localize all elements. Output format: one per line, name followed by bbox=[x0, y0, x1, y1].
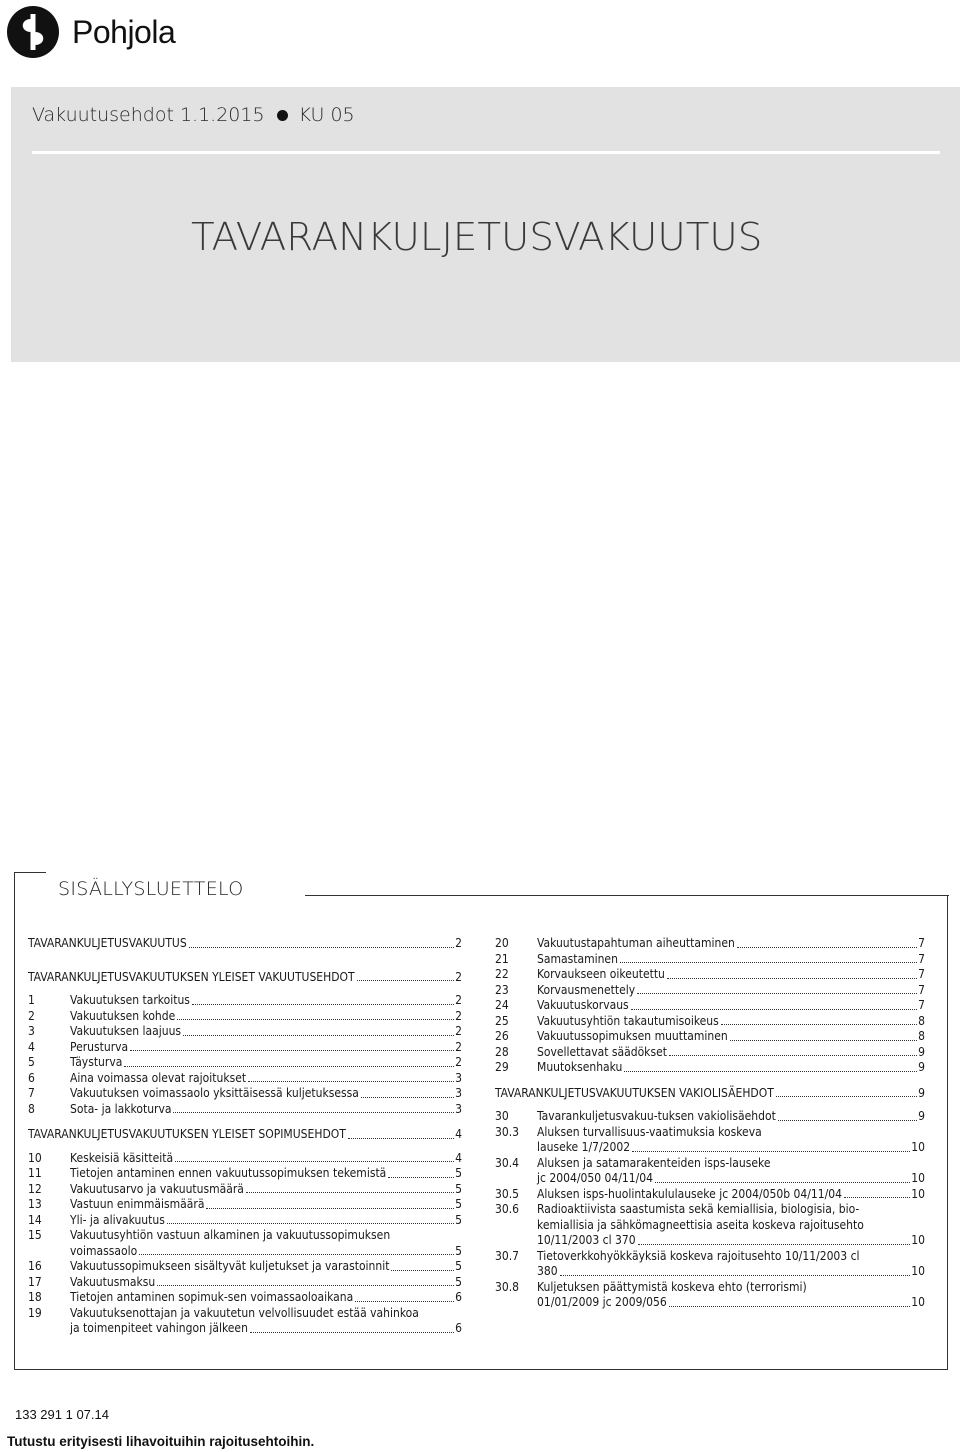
toc-entry-link[interactable] bbox=[495, 983, 925, 999]
terms-date: Vakuutusehdot 1.1.2015 bbox=[32, 104, 265, 126]
toc-entry-link[interactable] bbox=[28, 1040, 462, 1056]
toc-page-number: 10 bbox=[911, 1186, 925, 1201]
toc-entry-number: 7 bbox=[28, 1086, 35, 1100]
toc-entry-label: Tietojen antaminen ennen vakuutussopimuksen tekemistä bbox=[70, 1166, 387, 1180]
toc-page-number: 8 bbox=[918, 1013, 925, 1028]
toc-entry-body bbox=[70, 1306, 462, 1337]
toc-dot-leader bbox=[361, 1097, 454, 1098]
toc-dot-leader bbox=[357, 980, 454, 981]
toc-entry-link[interactable] bbox=[495, 936, 925, 952]
toc-dot-leader bbox=[737, 947, 917, 948]
toc-entry-body bbox=[70, 1166, 462, 1182]
toc-entry-link[interactable] bbox=[495, 1109, 925, 1125]
toc-dot-leader bbox=[669, 1306, 911, 1307]
toc-entry-number: 13 bbox=[28, 1197, 42, 1211]
toc-entry-body bbox=[495, 1086, 925, 1102]
toc-entry-label: Vakuutussopimuksen muuttaminen bbox=[537, 1029, 728, 1043]
toc-entry-body bbox=[537, 1156, 925, 1187]
toc-page-number: 7 bbox=[918, 951, 925, 966]
toc-entry-number: 5 bbox=[28, 1055, 35, 1069]
toc-entry-label: Radioaktiivista saastumista sekä kemiallisia, biologisia, bio- bbox=[537, 1202, 860, 1216]
toc-entry-label: Vakuutusyhtiön takautumisoikeus bbox=[537, 1013, 719, 1028]
toc-entry-link[interactable] bbox=[495, 1249, 925, 1280]
toc-entry-label: Vakuutusarvo ja vakuutusmäärä bbox=[70, 1181, 244, 1196]
toc-entry-body bbox=[537, 1060, 925, 1076]
brand-logo bbox=[6, 5, 175, 59]
toc-entry-link[interactable] bbox=[28, 1182, 462, 1198]
toc-entry-number: 30.4 bbox=[495, 1155, 520, 1170]
toc-dot-leader bbox=[189, 947, 454, 948]
toc-page-number: 5 bbox=[455, 1274, 462, 1289]
toc-entry-body bbox=[537, 1202, 925, 1249]
toc-frame-left-stub bbox=[14, 872, 15, 896]
toc-entry-link[interactable] bbox=[28, 1306, 462, 1337]
toc-entry-number: 22 bbox=[495, 967, 509, 981]
toc-entry-number: 19 bbox=[28, 1305, 42, 1320]
title-banner bbox=[11, 87, 960, 362]
toc-dot-leader bbox=[348, 1138, 454, 1139]
toc-entry-line bbox=[537, 1295, 925, 1311]
toc-entry-label: Samastaminen bbox=[537, 951, 618, 966]
toc-dot-leader bbox=[173, 1112, 454, 1113]
toc-entry-link[interactable] bbox=[28, 1086, 462, 1102]
toc-entry-body bbox=[70, 1290, 462, 1306]
toc-entry-label: Tavarankuljetusvakuu-tuksen vakiolisäehdot bbox=[537, 1109, 776, 1123]
toc-entry-label: Vakuutuksenottajan ja vakuutetun velvollisuudet estää vahinkoa bbox=[70, 1305, 419, 1320]
toc-entry-label: kemiallisia ja sähkömagneettisia aseita koskeva rajoitusehto bbox=[537, 1217, 864, 1232]
toc-entry-label: Vakuutuskorvaus bbox=[537, 998, 629, 1012]
toc-entry-body bbox=[537, 952, 925, 968]
toc-dot-leader bbox=[248, 1081, 454, 1082]
toc-entry-number: 3 bbox=[28, 1024, 35, 1038]
toc-page-number: 2 bbox=[455, 936, 462, 950]
toc-entry-label: Aluksen ja satamarakenteiden isps-lauseke bbox=[537, 1155, 771, 1170]
toc-entry-link[interactable] bbox=[28, 1151, 462, 1167]
toc-page-number: 3 bbox=[455, 1070, 462, 1085]
toc-entry-label: ja toimenpiteet vahingon jälkeen bbox=[70, 1321, 248, 1335]
toc-entry-number: 30.3 bbox=[495, 1124, 520, 1139]
toc-entry-body bbox=[70, 1071, 462, 1087]
toc-spacer bbox=[28, 960, 462, 970]
toc-dot-leader bbox=[355, 1301, 454, 1302]
banner-divider bbox=[32, 151, 940, 154]
toc-entry-link[interactable] bbox=[28, 993, 462, 1009]
pohjola-logo-icon bbox=[6, 5, 60, 59]
toc-page-number: 10 bbox=[911, 1295, 925, 1309]
toc-entry-number: 24 bbox=[495, 998, 509, 1012]
toc-entry-number: 1 bbox=[28, 993, 35, 1007]
toc-entry-label: Kuljetuksen päättymistä koskeva ehto (terrorismi) bbox=[537, 1279, 807, 1294]
toc-entry-label: 380 bbox=[537, 1264, 558, 1278]
toc-page-number: 5 bbox=[455, 1212, 462, 1227]
toc-page-number: 2 bbox=[455, 1055, 462, 1069]
toc-page-number: 8 bbox=[918, 1029, 925, 1043]
toc-entry-label: Vakuutuksen kohde bbox=[70, 1008, 176, 1023]
toc-page-number: 6 bbox=[455, 1290, 462, 1304]
document-title: TAVARANKULJETUSVAKUUTUS bbox=[191, 215, 763, 259]
toc-entry-label: Täysturva bbox=[70, 1055, 123, 1069]
toc-spacer bbox=[28, 1143, 462, 1151]
toc-entry-body bbox=[70, 1213, 462, 1229]
toc-entry-link[interactable] bbox=[28, 1055, 462, 1071]
toc-entry-link[interactable] bbox=[28, 1102, 462, 1118]
toc-entry-label: TAVARANKULJETUSVAKUUTUKSEN YLEISET SOPIMUSEHDOT bbox=[28, 1127, 346, 1141]
toc-entry-body bbox=[537, 1125, 925, 1156]
toc-entry-body bbox=[537, 1280, 925, 1311]
toc-entry-number: 4 bbox=[28, 1039, 35, 1054]
toc-entry-link[interactable] bbox=[495, 998, 925, 1014]
toc-entry-body bbox=[70, 1040, 462, 1056]
toc-dot-leader bbox=[183, 1035, 454, 1036]
toc-page-number: 9 bbox=[918, 1109, 925, 1123]
toc-section-link[interactable] bbox=[28, 1127, 462, 1143]
toc-entry-link[interactable] bbox=[28, 1275, 462, 1291]
toc-page-number: 4 bbox=[455, 1150, 462, 1165]
terms-code: KU 05 bbox=[298, 104, 355, 126]
toc-entry-number: 30.7 bbox=[495, 1248, 520, 1263]
toc-dot-leader bbox=[844, 1197, 910, 1198]
toc-dot-leader bbox=[388, 1177, 454, 1178]
toc-entry-label: Aluksen isps-huolintakululauseke jc 2004/050b 04/11/04 bbox=[537, 1186, 843, 1201]
toc-entry-body bbox=[537, 1029, 925, 1045]
toc-entry-body bbox=[70, 1151, 462, 1167]
toc-entry-line bbox=[537, 1171, 925, 1187]
toc-dot-leader bbox=[776, 1096, 917, 1097]
toc-page-number: 5 bbox=[455, 1243, 462, 1258]
toc-entry-label: 01/01/2009 jc 2009/056 bbox=[537, 1295, 667, 1309]
toc-entry-body bbox=[70, 993, 462, 1009]
toc-entry-line bbox=[537, 1264, 925, 1280]
toc-page-number: 2 bbox=[455, 1039, 462, 1054]
toc-entry-link[interactable] bbox=[28, 1213, 462, 1229]
toc-entry-body bbox=[537, 983, 925, 999]
toc-entry-body bbox=[70, 1102, 462, 1118]
toc-dot-leader bbox=[631, 1009, 917, 1010]
toc-dot-leader bbox=[175, 1161, 454, 1162]
toc-page-number: 5 bbox=[455, 1259, 462, 1273]
toc-entry-body bbox=[537, 936, 925, 952]
toc-entry-body bbox=[70, 1009, 462, 1025]
toc-entry-link[interactable] bbox=[28, 1071, 462, 1087]
toc-entry-number: 11 bbox=[28, 1166, 42, 1180]
toc-dot-leader bbox=[177, 1019, 454, 1020]
toc-dot-leader bbox=[192, 1004, 454, 1005]
toc-entry-number: 16 bbox=[28, 1259, 42, 1273]
toc-entry-body bbox=[70, 1228, 462, 1259]
banner-subtitle bbox=[32, 104, 355, 126]
toc-page-number: 2 bbox=[455, 1024, 462, 1038]
toc-entry-link[interactable] bbox=[495, 1014, 925, 1030]
toc-spacer bbox=[28, 985, 462, 993]
toc-entry-link[interactable] bbox=[495, 1280, 925, 1311]
toc-entry-label: lauseke 1/7/2002 bbox=[537, 1140, 631, 1154]
toc-page-number: 2 bbox=[455, 969, 462, 984]
toc-dot-leader bbox=[246, 1192, 454, 1193]
toc-entry-body bbox=[537, 1109, 925, 1125]
toc-entry-number: 30.6 bbox=[495, 1202, 520, 1216]
toc-section-link[interactable] bbox=[495, 1086, 925, 1102]
toc-entry-label: Muutoksenhaku bbox=[537, 1060, 623, 1074]
toc-dot-leader bbox=[206, 1208, 454, 1209]
toc-spacer bbox=[495, 1076, 925, 1086]
toc-entry-label: jc 2004/050 04/11/04 bbox=[537, 1171, 653, 1185]
toc-entry-body bbox=[537, 967, 925, 983]
toc-entry-number: 10 bbox=[28, 1150, 42, 1165]
toc-spacer bbox=[28, 952, 462, 960]
toc-entry-label: Vastuun enimmäismäärä bbox=[70, 1197, 205, 1211]
toc-entry-label: Vakuutuksen voimassaolo yksittäisessä kuljetuksessa bbox=[70, 1086, 359, 1100]
toc-entry-link[interactable] bbox=[28, 1166, 462, 1182]
toc-entry-body bbox=[70, 1197, 462, 1213]
toc-section-link[interactable] bbox=[28, 936, 462, 952]
toc-entry-link[interactable] bbox=[495, 1045, 925, 1061]
toc-page-number: 5 bbox=[455, 1166, 462, 1180]
toc-entry-label: Aluksen turvallisuus-vaatimuksia koskeva bbox=[537, 1124, 762, 1139]
toc-entry-body bbox=[28, 970, 462, 986]
toc-entry-label: Korvausmenettely bbox=[537, 982, 636, 997]
toc-entry-label: TAVARANKULJETUSVAKUUTUKSEN YLEISET VAKUUTUSEHDOT bbox=[28, 969, 355, 984]
toc-page-number: 9 bbox=[918, 1044, 925, 1059]
footer-note: Tutustu erityisesti lihavoituihin rajoitusehtoihin. bbox=[7, 1434, 315, 1449]
toc-entry-label: Keskeisiä käsitteitä bbox=[70, 1150, 174, 1165]
toc-page-number: 10 bbox=[911, 1171, 925, 1185]
toc-entry-label: Vakuutusyhtiön vastuun alkaminen ja vakuutussopimuksen bbox=[70, 1228, 391, 1242]
toc-section-link[interactable] bbox=[28, 970, 462, 986]
toc-dot-leader bbox=[157, 1285, 454, 1286]
toc-entry-label: voimassaolo bbox=[70, 1243, 138, 1258]
toc-entry-number: 30 bbox=[495, 1109, 509, 1123]
bullet-dot-icon bbox=[277, 110, 288, 121]
toc-spacer bbox=[28, 1117, 462, 1127]
toc-entry-number: 8 bbox=[28, 1101, 35, 1116]
toc-entry-number: 20 bbox=[495, 936, 509, 950]
toc-dot-leader bbox=[730, 1040, 917, 1041]
toc-entry-label: Perusturva bbox=[70, 1039, 129, 1054]
toc-heading: SISÄLLYSLUETTELO bbox=[58, 878, 244, 900]
toc-dot-leader bbox=[655, 1182, 910, 1183]
toc-page-number: 5 bbox=[455, 1197, 462, 1211]
toc-entry-label: Vakuutuksen laajuus bbox=[70, 1024, 182, 1038]
toc-page-number: 2 bbox=[455, 993, 462, 1007]
toc-entry-body bbox=[70, 1275, 462, 1291]
toc-entry-label: Sovellettavat säädökset bbox=[537, 1044, 667, 1059]
toc-page-number: 3 bbox=[455, 1101, 462, 1116]
toc-page-number: 3 bbox=[455, 1086, 462, 1100]
toc-dot-leader bbox=[620, 962, 917, 963]
toc-page-number: 10 bbox=[911, 1140, 925, 1154]
toc-page-number: 7 bbox=[918, 967, 925, 981]
toc-entry-number: 12 bbox=[28, 1181, 42, 1196]
toc-entry-body bbox=[28, 936, 462, 952]
toc-entry-line bbox=[70, 1321, 462, 1337]
toc-page-number: 7 bbox=[918, 998, 925, 1012]
toc-dot-leader bbox=[637, 993, 917, 994]
toc-entry-line bbox=[70, 1244, 462, 1260]
toc-frame-top-left bbox=[14, 872, 46, 873]
toc-entry-label: Tietojen antaminen sopimuk-sen voimassaoloaikana bbox=[70, 1290, 354, 1304]
toc-dot-leader bbox=[167, 1223, 454, 1224]
toc-entry-label: Aina voimassa olevat rajoitukset bbox=[70, 1070, 247, 1085]
toc-entry-link[interactable] bbox=[495, 1202, 925, 1249]
toc-entry-link[interactable] bbox=[28, 1024, 462, 1040]
toc-entry-label: TAVARANKULJETUSVAKUUTUS bbox=[28, 936, 187, 950]
toc-entry-number: 25 bbox=[495, 1013, 509, 1028]
toc-entry-link[interactable] bbox=[495, 1060, 925, 1076]
toc-dot-leader bbox=[624, 1071, 917, 1072]
toc-entry-link[interactable] bbox=[495, 1029, 925, 1045]
toc-entry-number: 28 bbox=[495, 1044, 509, 1059]
toc-entry-body bbox=[537, 1249, 925, 1280]
toc-entry-label: Sota- ja lakkoturva bbox=[70, 1101, 172, 1116]
toc-entry-number: 30.5 bbox=[495, 1186, 520, 1201]
toc-dot-leader bbox=[632, 1151, 910, 1152]
toc-page-number: 9 bbox=[918, 1060, 925, 1074]
toc-entry-link[interactable] bbox=[28, 1259, 462, 1275]
toc-page-number: 10 bbox=[911, 1233, 925, 1247]
toc-dot-leader bbox=[130, 1050, 454, 1051]
toc-page-number: 7 bbox=[918, 936, 925, 950]
toc-dot-leader bbox=[778, 1120, 917, 1121]
toc-entry-body bbox=[70, 1086, 462, 1102]
toc-entry-label: Korvaukseen oikeutettu bbox=[537, 967, 665, 981]
toc-entry-link[interactable] bbox=[495, 1187, 925, 1203]
toc-entry-label: Vakuutuksen tarkoitus bbox=[70, 993, 190, 1007]
toc-entry-number: 6 bbox=[28, 1070, 35, 1085]
toc-entry-body bbox=[70, 1182, 462, 1198]
toc-entry-number: 14 bbox=[28, 1212, 42, 1227]
toc-entry-link[interactable] bbox=[495, 1156, 925, 1187]
toc-spacer bbox=[495, 1101, 925, 1109]
toc-entry-body bbox=[70, 1024, 462, 1040]
toc-entry-line bbox=[537, 1140, 925, 1156]
toc-entry-label: Vakuutussopimukseen sisältyvät kuljetukset ja varastoinnit bbox=[70, 1259, 390, 1273]
toc-entry-number: 26 bbox=[495, 1029, 509, 1043]
toc-dot-leader bbox=[391, 1270, 454, 1271]
toc-entry-body bbox=[537, 1187, 925, 1203]
toc-dot-leader bbox=[124, 1066, 454, 1067]
toc-entry-body bbox=[537, 1045, 925, 1061]
toc-page-number: 5 bbox=[455, 1181, 462, 1196]
toc-entry-line bbox=[537, 1233, 925, 1249]
toc-page-number: 9 bbox=[918, 1085, 925, 1100]
toc-page-number: 6 bbox=[455, 1321, 462, 1335]
toc-page-number: 2 bbox=[455, 1008, 462, 1023]
toc-entry-body bbox=[537, 998, 925, 1014]
toc-entry-body bbox=[70, 1259, 462, 1275]
toc-right-column bbox=[495, 936, 925, 1311]
toc-dot-leader bbox=[669, 1055, 917, 1056]
toc-page-number: 10 bbox=[911, 1264, 925, 1278]
toc-page-number: 4 bbox=[455, 1127, 462, 1141]
toc-entry-number: 15 bbox=[28, 1228, 42, 1242]
toc-entry-link[interactable] bbox=[495, 1125, 925, 1156]
form-code: 133 291 1 07.14 bbox=[15, 1407, 109, 1422]
toc-dot-leader bbox=[667, 978, 917, 979]
toc-entry-body bbox=[28, 1127, 462, 1143]
toc-entry-link[interactable] bbox=[28, 1197, 462, 1213]
toc-entry-link[interactable] bbox=[28, 1228, 462, 1259]
toc-entry-number: 23 bbox=[495, 982, 509, 997]
toc-dot-leader bbox=[560, 1275, 911, 1276]
toc-entry-number: 21 bbox=[495, 951, 509, 966]
toc-entry-link[interactable] bbox=[28, 1009, 462, 1025]
toc-entry-label: Tietoverkkohyökkäyksiä koskeva rajoitusehto 10/11/2003 cl bbox=[537, 1248, 860, 1263]
toc-dot-leader bbox=[139, 1254, 454, 1255]
toc-entry-body bbox=[70, 1055, 462, 1071]
toc-page-number: 7 bbox=[918, 982, 925, 997]
toc-dot-leader bbox=[250, 1332, 454, 1333]
toc-entry-body bbox=[537, 1014, 925, 1030]
toc-entry-link[interactable] bbox=[495, 967, 925, 983]
toc-dot-leader bbox=[638, 1244, 911, 1245]
toc-entry-number: 30.8 bbox=[495, 1279, 520, 1294]
toc-entry-label: Vakuutustapahtuman aiheuttaminen bbox=[537, 936, 735, 950]
toc-entry-number: 29 bbox=[495, 1060, 509, 1074]
toc-entry-label: TAVARANKULJETUSVAKUUTUKSEN VAKIOLISÄEHDOT bbox=[495, 1085, 774, 1100]
toc-entry-number: 18 bbox=[28, 1290, 42, 1304]
toc-entry-number: 2 bbox=[28, 1008, 35, 1023]
brand-name: Pohjola bbox=[72, 13, 176, 50]
toc-entry-number: 17 bbox=[28, 1274, 42, 1289]
toc-entry-label: 10/11/2003 cl 370 bbox=[537, 1233, 636, 1247]
toc-left-column bbox=[28, 936, 462, 1337]
toc-dot-leader bbox=[721, 1024, 917, 1025]
toc-entry-link[interactable] bbox=[28, 1290, 462, 1306]
toc-entry-label: Yli- ja alivakuutus bbox=[70, 1212, 165, 1227]
toc-entry-label: Vakuutusmaksu bbox=[70, 1274, 156, 1289]
toc-entry-link[interactable] bbox=[495, 952, 925, 968]
